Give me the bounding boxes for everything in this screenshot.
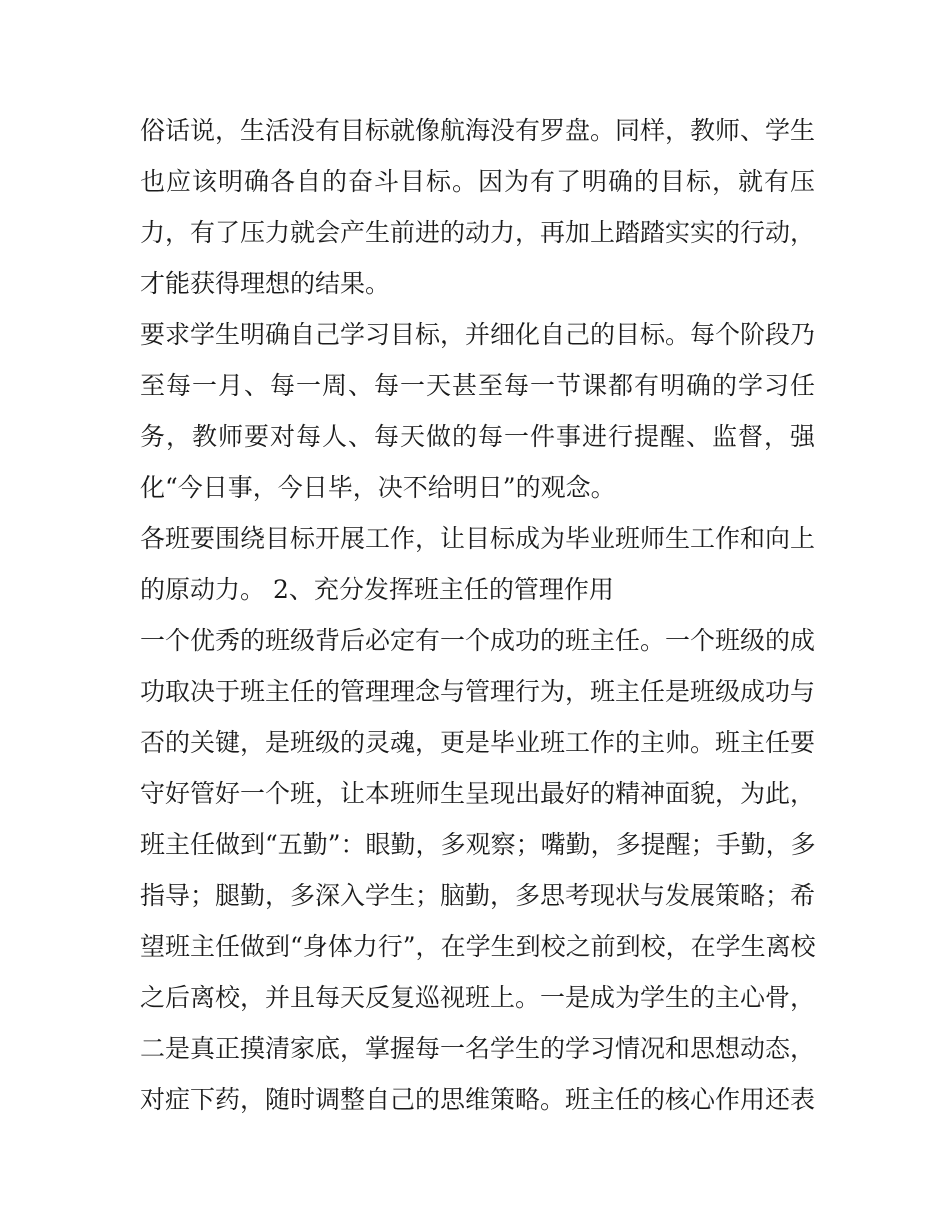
text-line: 力，有了压力就会产生前进的动力，再加上踏踏实实的行动， — [140, 218, 816, 247]
text-line: 功取决于班主任的管理理念与管理行为，班主任是班级成功与 — [140, 677, 816, 706]
text-line: 也应该明确各自的奋斗目标。因为有了明确的目标，就有压 — [140, 167, 815, 196]
text-line: 对症下药，随时调整自己的思维策略。班主任的核心作用还表 — [140, 1085, 816, 1114]
text-line: 一个优秀的班级背后必定有一个成功的班主任。一个班级的成 — [140, 626, 816, 655]
text-line: 否的关键，是班级的灵魂，更是毕业班工作的主帅。班主任要 — [140, 728, 816, 757]
text-line: 二是真正摸清家底，掌握每一名学生的学习情况和思想动态， — [140, 1034, 816, 1063]
text-line: 务，教师要对每人、每天做的每一件事进行提醒、监督，强 — [140, 422, 815, 451]
text-line: 化“今日事，今日毕，决不给明日”的观念。 — [140, 473, 616, 502]
text-line: 指导；腿勤，多深入学生；脑勤，多思考现状与发展策略；希 — [140, 881, 816, 910]
text-line: 的原动力。 2、充分发挥班主任的管理作用 — [140, 575, 614, 604]
text-line: 各班要围绕目标开展工作，让目标成为毕业班师生工作和向上 — [140, 524, 816, 553]
text-line: 班主任做到“五勤”：眼勤，多观察；嘴勤，多提醒；手勤，多 — [140, 830, 816, 859]
text-line: 之后离校，并且每天反复巡视班上。一是成为学生的主心骨， — [140, 983, 816, 1012]
body-text — [140, 105, 815, 1125]
text-line: 望班主任做到“身体力行”，在学生到校之前到校，在学生离校 — [140, 932, 816, 961]
text-line: 至每一月、每一周、每一天甚至每一节课都有明确的学习任 — [140, 371, 815, 400]
text-line: 守好管好一个班，让本班师生呈现出最好的精神面貌，为此， — [140, 779, 816, 808]
text-line: 俗话说，生活没有目标就像航海没有罗盘。同样，教师、学生 — [140, 116, 816, 145]
text-line: 才能获得理想的结果。 — [140, 269, 391, 298]
text-line: 要求学生明确自己学习目标，并细化自己的目标。每个阶段乃 — [140, 320, 816, 349]
